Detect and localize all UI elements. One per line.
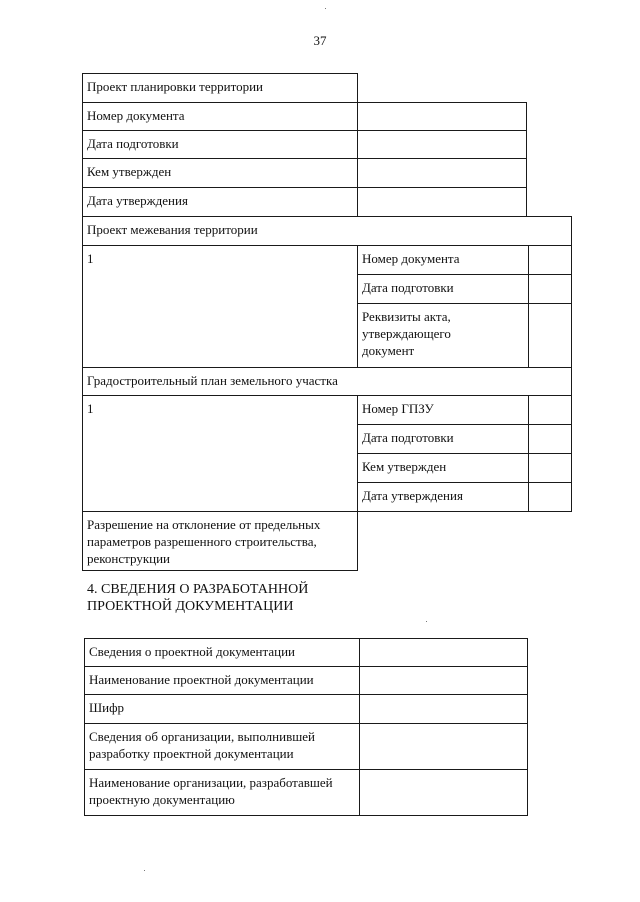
gpzu-row-label: Дата подготовки — [357, 424, 529, 454]
gpzu-index: 1 — [82, 395, 358, 512]
survey-row-value[interactable] — [528, 303, 572, 368]
project-docs-row-label: Наименование проектной документации — [84, 666, 360, 695]
project-docs-row-value[interactable] — [359, 666, 528, 695]
scan-speck — [325, 8, 326, 9]
survey-row-label: Реквизиты акта, утверждающего документ — [357, 303, 529, 368]
planning-row-label: Дата утверждения — [82, 187, 358, 217]
section-4-heading: 4. СВЕДЕНИЯ О РАЗРАБОТАННОЙ ПРОЕКТНОЙ ДОКУМЕНТАЦИИ — [87, 582, 309, 614]
gpzu-row-label: Номер ГПЗУ — [357, 395, 529, 425]
scan-speck — [426, 621, 427, 622]
project-docs-row-value[interactable] — [359, 638, 528, 667]
planning-row-label: Кем утвержден — [82, 158, 358, 188]
survey-project-title: Проект межевания территории — [82, 216, 572, 246]
survey-row-label: Дата подготовки — [357, 274, 529, 304]
survey-row-value[interactable] — [528, 274, 572, 304]
deviation-permit-cell: Разрешение на отклонение от предельных параметров разрешенного строительства, реконструкции — [82, 511, 358, 571]
gpzu-row-value[interactable] — [528, 395, 572, 425]
planning-project-title: Проект планировки территории — [82, 73, 358, 103]
scan-speck — [144, 870, 145, 871]
gpzu-title: Градостроительный план земельного участка — [82, 367, 572, 396]
project-docs-row-value[interactable] — [359, 694, 528, 724]
gpzu-row-value[interactable] — [528, 424, 572, 454]
gpzu-row-label: Кем утвержден — [357, 453, 529, 483]
planning-row-value[interactable] — [357, 187, 527, 217]
project-docs-row-value[interactable] — [359, 723, 528, 770]
project-docs-row-value[interactable] — [359, 769, 528, 816]
survey-project-index: 1 — [82, 245, 358, 368]
planning-row-label: Номер документа — [82, 102, 358, 131]
page-number: 37 — [313, 33, 327, 48]
gpzu-row-value[interactable] — [528, 482, 572, 512]
planning-row-label: Дата подготовки — [82, 130, 358, 159]
gpzu-row-label: Дата утверждения — [357, 482, 529, 512]
project-docs-row-label: Наименование организации, разработавшей проектную документацию — [84, 769, 360, 816]
project-docs-row-label: Сведения о проектной документации — [84, 638, 360, 667]
survey-row-value[interactable] — [528, 245, 572, 275]
survey-row-label: Номер документа — [357, 245, 529, 275]
planning-row-value[interactable] — [357, 158, 527, 188]
planning-row-value[interactable] — [357, 130, 527, 159]
project-docs-row-label: Шифр — [84, 694, 360, 724]
planning-row-value[interactable] — [357, 102, 527, 131]
gpzu-row-value[interactable] — [528, 453, 572, 483]
project-docs-row-label: Сведения об организации, выполнившей разработку проектной документации — [84, 723, 360, 770]
